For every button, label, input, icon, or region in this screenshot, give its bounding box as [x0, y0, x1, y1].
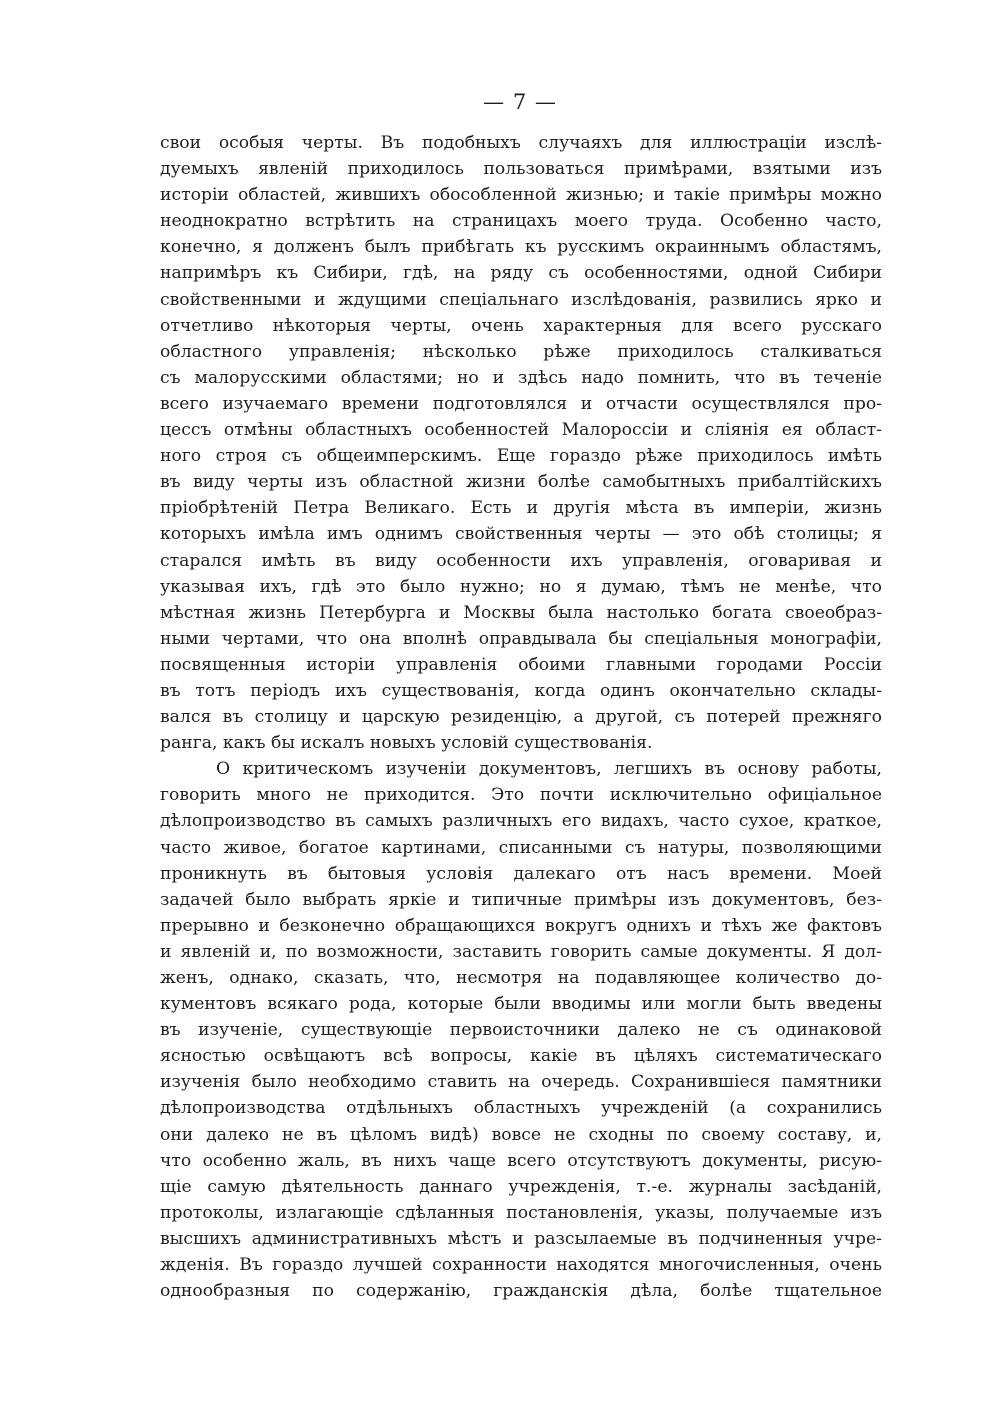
text-line: однообразныя по содержанію, гражданскія дѣла, болѣе тщательное: [160, 1281, 882, 1302]
text-line: прерывно и безконечно обращающихся вокругъ однихъ и тѣхъ же фактовъ: [160, 915, 882, 936]
text-line: указывая ихъ, гдѣ это было нужно; но я думаю, тѣмъ не менѣе, что: [160, 576, 882, 597]
text-line: въ виду черты изъ областной жизни болѣе самобытныхъ прибалтійскихъ: [160, 472, 882, 493]
text-line: областного управленія; нѣсколько рѣже приходилось сталкиваться: [160, 341, 882, 362]
text-line: часто живое, богатое картинами, списанными съ натуры, позволяющими: [160, 837, 882, 858]
text-line: кументовъ всякаго рода, которые были вводимы или могли быть введены: [160, 994, 882, 1015]
text-line: изученія было необходимо ставить на очередь. Сохранившіеся памятники: [160, 1072, 882, 1093]
text-line: исторіи областей, жившихъ обособленной жизнью; и такіе примѣры можно: [160, 185, 882, 206]
text-line: посвященныя исторіи управленія обоими главными городами Россіи: [160, 654, 882, 675]
text-line: ными чертами, что она вполнѣ оправдывала бы спеціальныя монографіи,: [160, 628, 882, 649]
text-line: ранга, какъ бы искалъ новыхъ условій существованія.: [160, 733, 653, 754]
text-line: высшихъ административныхъ мѣстъ и разсылаемые въ подчиненныя учре-: [160, 1228, 882, 1249]
body-text: [160, 130, 882, 1304]
text-line: они далеко не въ цѣломъ видѣ) вовсе не сходны по своему составу, и,: [160, 1124, 882, 1145]
paragraph: [160, 756, 882, 1304]
text-line: ного строя съ общеимперскимъ. Еще гораздо рѣже приходилось имѣть: [160, 446, 882, 467]
text-line: мѣстная жизнь Петербурга и Москвы была настолько богата своеобраз-: [160, 602, 882, 623]
text-line: ясностью освѣщаютъ всѣ вопросы, какіе въ цѣляхъ систематическаго: [160, 1046, 882, 1067]
text-line: вался въ столицу и царскую резиденцію, а другой, съ потерей прежняго: [160, 707, 882, 728]
text-line: дѣлопроизводство въ самыхъ различныхъ его видахъ, часто сухое, краткое,: [160, 811, 882, 832]
text-line: женъ, однако, сказать, что, несмотря на подавляющее количество до-: [160, 968, 882, 988]
text-line: свои особыя черты. Въ подобныхъ случаяхъ для иллюстраціи изслѣ-: [160, 133, 882, 153]
text-line: дѣлопроизводства отдѣльныхъ областныхъ учрежденій (а сохранились: [160, 1098, 882, 1119]
text-line: неоднократно встрѣтить на страницахъ моего труда. Особенно часто,: [160, 211, 882, 232]
text-line: въ тотъ періодъ ихъ существованія, когда одинъ окончательно склады-: [160, 680, 882, 701]
text-line: напримѣръ къ Сибири, гдѣ, на ряду съ особенностями, одной Сибири: [160, 263, 882, 284]
text-line: всего изучаемаго времени подготовлялся и отчасти осуществлялся про-: [160, 393, 882, 414]
text-line: говорить много не приходится. Это почти исключительно офиціальное: [160, 785, 882, 806]
text-line: которыхъ имѣла имъ однимъ свойственныя черты — это обѣ столицы; я: [160, 524, 882, 545]
text-line: протоколы, излагающіе сдѣланныя постановленія, указы, получаемые изъ: [160, 1202, 882, 1223]
text-line: отчетливо нѣкоторыя черты, очень характерныя для всего русскаго: [160, 315, 882, 336]
text-line: и явленій и, по возможности, заставить говорить самые документы. Я дол-: [160, 941, 882, 962]
text-line: съ малорусскими областями; но и здѣсь надо помнить, что въ теченіе: [160, 367, 882, 388]
text-line: задачей было выбрать яркіе и типичные примѣры изъ документовъ, без-: [160, 889, 882, 910]
text-line: въ изученіе, существующіе первоисточники далеко не съ одинаковой: [160, 1020, 882, 1041]
text-line: проникнуть въ бытовыя условія далекаго отъ насъ времени. Моей: [160, 863, 882, 884]
text-line: что особенно жаль, въ нихъ чаще всего отсутствуютъ документы, рисую-: [160, 1150, 882, 1171]
text-line: пріобрѣтеній Петра Великаго. Есть и другія мѣста въ имперіи, жизнь: [160, 498, 882, 519]
text-line: О критическомъ изученіи документовъ, легшихъ въ основу работы,: [216, 759, 882, 780]
text-line: свойственными и ждущими спеціальнаго изслѣдованія, развились ярко и: [160, 289, 882, 310]
text-line: жденія. Въ гораздо лучшей сохранности находятся многочисленныя, очень: [160, 1255, 882, 1276]
text-line: дуемыхъ явленій приходилось пользоваться примѣрами, взятыми изъ: [160, 159, 882, 180]
text-line: щіе самую дѣятельность даннаго учрежденія, т.-е. журналы засѣданій,: [160, 1176, 882, 1197]
paragraph: [160, 130, 882, 756]
text-line: старался имѣть въ виду особенности ихъ управленія, оговаривая и: [160, 550, 882, 571]
text-line: конечно, я долженъ былъ прибѣгать къ русскимъ окраиннымъ областямъ,: [160, 237, 882, 258]
text-line: цессъ отмѣны областныхъ особенностей Малороссіи и сліянія ея област-: [160, 420, 882, 441]
page-number: — 7 —: [483, 90, 557, 114]
